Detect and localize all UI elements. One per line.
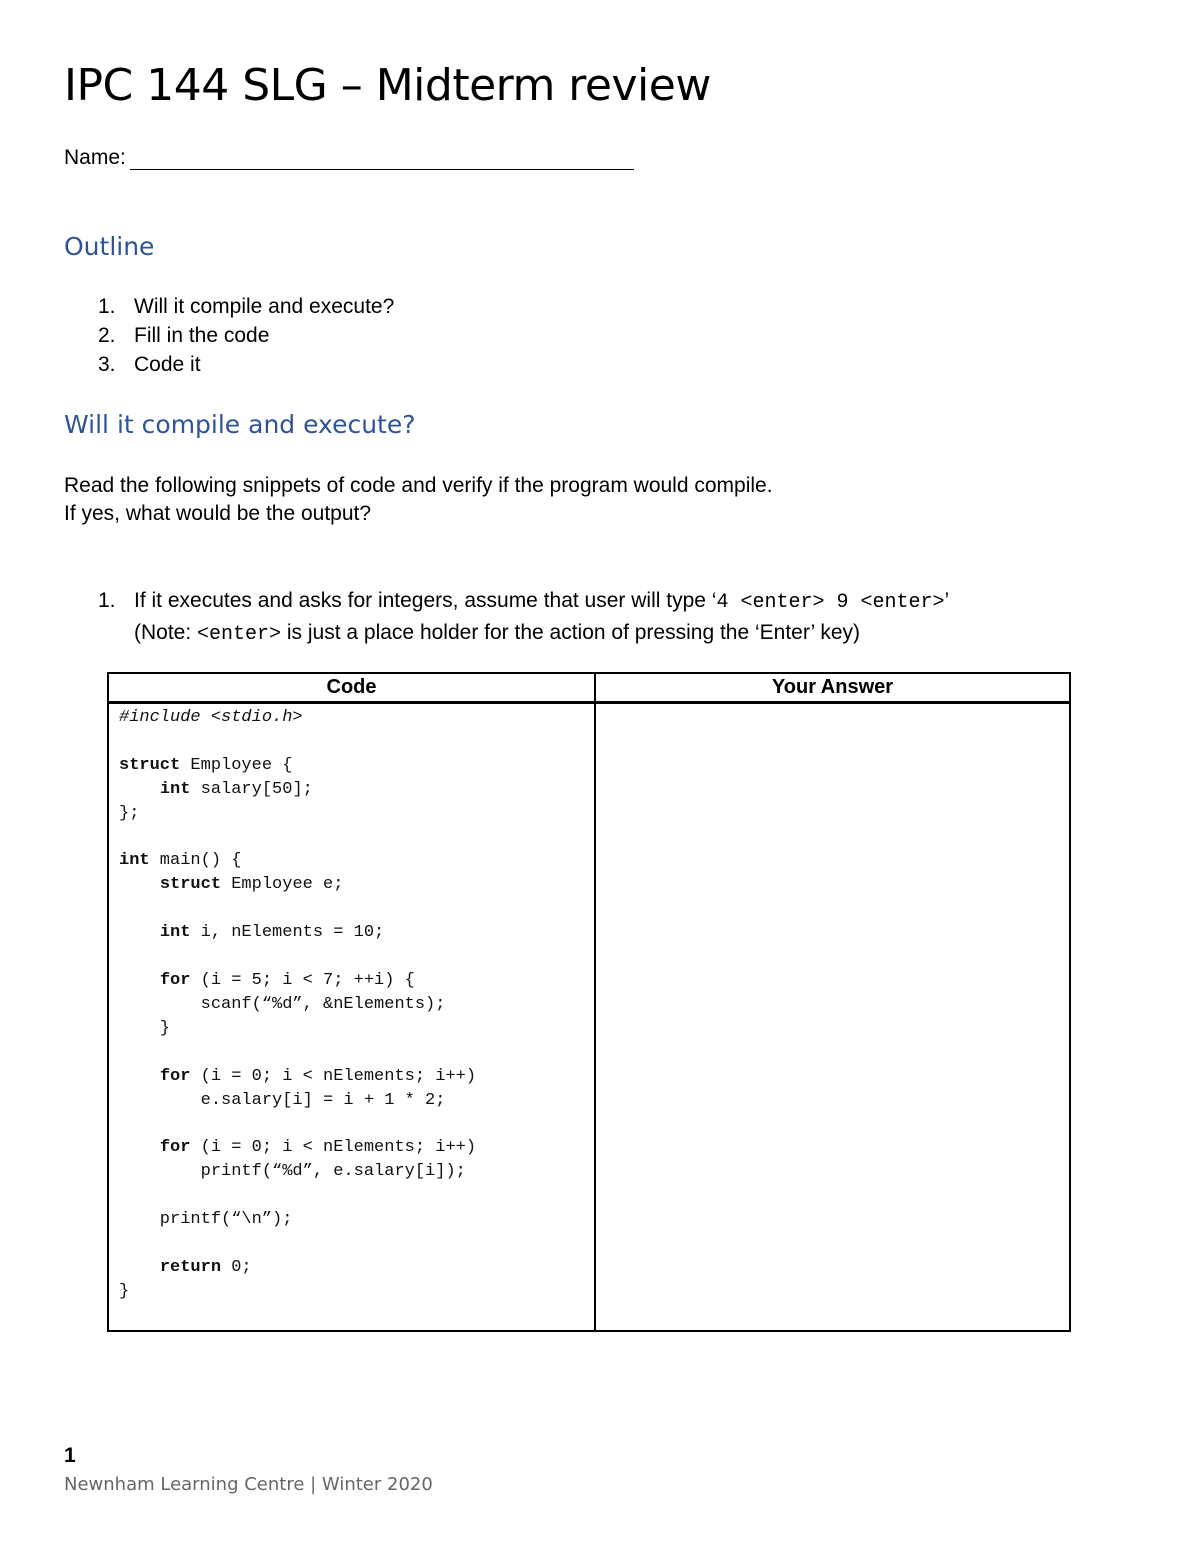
section-intro	[64, 472, 773, 528]
list-item	[64, 292, 394, 321]
list-item-text: Will it compile and execute?	[134, 295, 395, 318]
name-label: Name:	[64, 146, 126, 169]
code-line: struct Employee e;	[159, 875, 344, 895]
column-header-answer: Your Answer	[595, 673, 1070, 703]
question-number: 1.	[98, 589, 116, 612]
outline-heading: Outline	[64, 232, 155, 261]
note-text-end: is just a place holder for the action of pressing the ‘Enter’ key)	[281, 621, 861, 644]
code-snippet	[109, 704, 594, 1306]
code-line: }	[119, 1281, 130, 1301]
code-line: int main() {	[119, 851, 242, 871]
code-line: };	[119, 803, 140, 823]
name-field-row	[64, 146, 634, 170]
question-line-1	[134, 586, 949, 618]
code-line: for (i = 0; i < nElements; i++)	[159, 1138, 477, 1158]
code-line: for (i = 0; i < nElements; i++)	[159, 1066, 477, 1086]
footer-text: Newnham Learning Centre | Winter 2020	[64, 1474, 433, 1495]
list-item	[64, 321, 394, 350]
name-blank-line[interactable]	[130, 147, 634, 170]
note-code: <enter>	[197, 623, 282, 646]
question-text-end: ’	[944, 589, 950, 612]
answer-cell[interactable]	[595, 703, 1070, 1332]
note-text: (Note:	[134, 621, 198, 644]
answer-table	[107, 672, 1071, 1332]
question-input-code: 4 <enter> 9 <enter>	[716, 591, 945, 614]
code-line: printf(“%d”, e.salary[i]);	[119, 1162, 466, 1182]
section-heading-compile: Will it compile and execute?	[64, 410, 416, 439]
list-item-text: Code it	[134, 353, 201, 376]
question-line-2	[134, 618, 949, 650]
intro-line: Read the following snippets of code and verify if the program would compile.	[64, 474, 773, 497]
code-line: int salary[50];	[159, 779, 313, 799]
code-cell	[108, 703, 595, 1332]
page-number: 1	[64, 1444, 76, 1467]
question-text: If it executes and asks for integers, assume that user will type ‘	[134, 589, 717, 612]
intro-line: If yes, what would be the output?	[64, 502, 372, 525]
code-line: }	[119, 1018, 171, 1038]
code-line: struct Employee {	[119, 755, 293, 775]
list-item-text: Fill in the code	[134, 324, 270, 347]
code-line: #include <stdio.h>	[119, 708, 303, 727]
list-item-number: 1.	[98, 295, 116, 318]
list-item-number: 3.	[98, 353, 116, 376]
outline-list	[64, 292, 394, 379]
list-item-number: 2.	[98, 324, 116, 347]
code-line: for (i = 5; i < 7; ++i) {	[159, 970, 415, 990]
list-item	[64, 350, 394, 379]
code-line: int i, nElements = 10;	[159, 923, 385, 943]
code-line: printf(“\n”);	[119, 1210, 293, 1230]
column-header-code: Code	[108, 673, 595, 703]
code-line: e.salary[i] = i + 1 * 2;	[119, 1090, 446, 1110]
page-title: IPC 144 SLG – Midterm review	[64, 60, 711, 111]
code-line: return 0;	[159, 1257, 252, 1277]
question-1	[98, 586, 949, 650]
code-line: scanf(“%d”, &nElements);	[119, 994, 446, 1014]
